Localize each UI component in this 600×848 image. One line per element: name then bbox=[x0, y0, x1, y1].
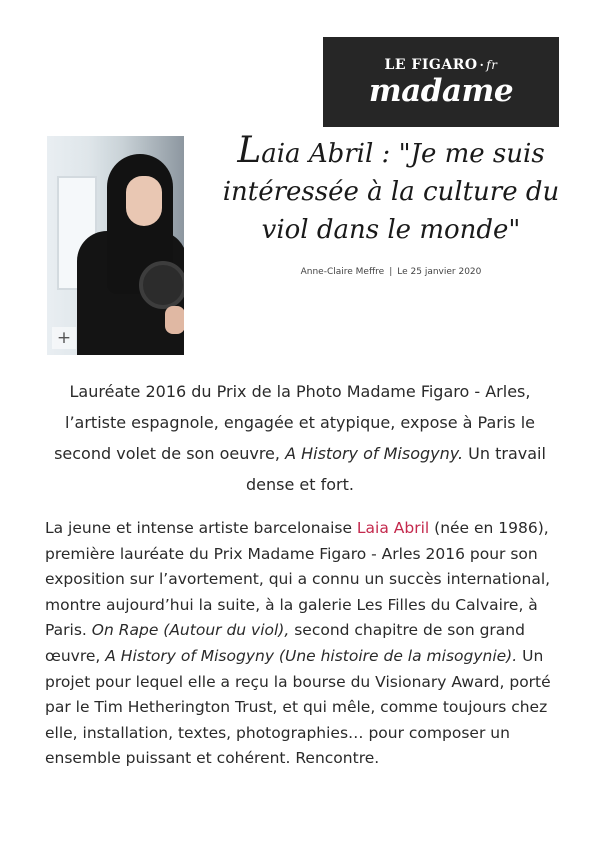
publish-date: Le 25 janvier 2020 bbox=[397, 267, 482, 277]
title-text: aia Abril : "Je me suis intéressée à la culture du viol dans le monde" bbox=[222, 139, 560, 245]
photo-hand bbox=[165, 306, 184, 334]
body-text-2: (née en 1986), première lauréate du Prix Madame Figaro - Arles 2016 pour son exposition sur l’avortement, qui a connu un succès international, montre aujourd’hui la suite, à la galerie Les Filles du Calvaire, à Paris. bbox=[45, 519, 551, 640]
title-initial: L bbox=[237, 130, 262, 171]
brand-logo[interactable] bbox=[323, 37, 559, 127]
byline bbox=[196, 267, 586, 277]
brand-figaro-text: LE FIGARO bbox=[384, 57, 478, 73]
body-text-4: Un projet pour lequel elle a reçu la bourse du Visionary Award, porté par le Tim Hetherington Trust, et qui mêle, comme toujours chez elle, installation, textes, photographies… pour composer un ensemble puissant et cohérent. Rencontre. bbox=[45, 646, 551, 768]
body-work-1: On Rape (Autour du viol), bbox=[91, 621, 290, 640]
article-body bbox=[45, 516, 575, 772]
body-work-2: A History of Misogyny (Une histoire de la misogynie). bbox=[105, 646, 518, 665]
brand-madame-text: madame bbox=[368, 73, 514, 109]
author-name[interactable]: Anne-Claire Meffre bbox=[300, 267, 385, 277]
brand-logo-top bbox=[323, 57, 559, 73]
body-text-3: second chapitre de son grand œuvre, bbox=[45, 621, 525, 665]
photo-figure-face bbox=[126, 176, 162, 226]
lead-work-title: A History of Misogyny. bbox=[285, 444, 464, 463]
body-text-1: La jeune et intense artiste barcelonaise bbox=[45, 519, 357, 537]
byline-separator: | bbox=[389, 267, 393, 277]
artist-link[interactable]: Laia Abril bbox=[356, 519, 430, 537]
zoom-plus-icon[interactable]: + bbox=[52, 327, 76, 349]
lead-text-1: Lauréate 2016 du Prix de la Photo Madame Figaro - Arles, l’artiste espagnole, engagée et atypique, expose à Paris le second volet de son oeuvre, bbox=[54, 382, 535, 463]
lead-text-2: Un travail dense et fort. bbox=[246, 444, 546, 494]
brand-fr-text: fr bbox=[486, 58, 498, 72]
article-title bbox=[196, 132, 586, 249]
artist-portrait-photo[interactable] bbox=[47, 136, 184, 355]
brand-dot: · bbox=[479, 58, 485, 72]
article-lead bbox=[40, 376, 560, 500]
photo-camera bbox=[139, 261, 184, 309]
